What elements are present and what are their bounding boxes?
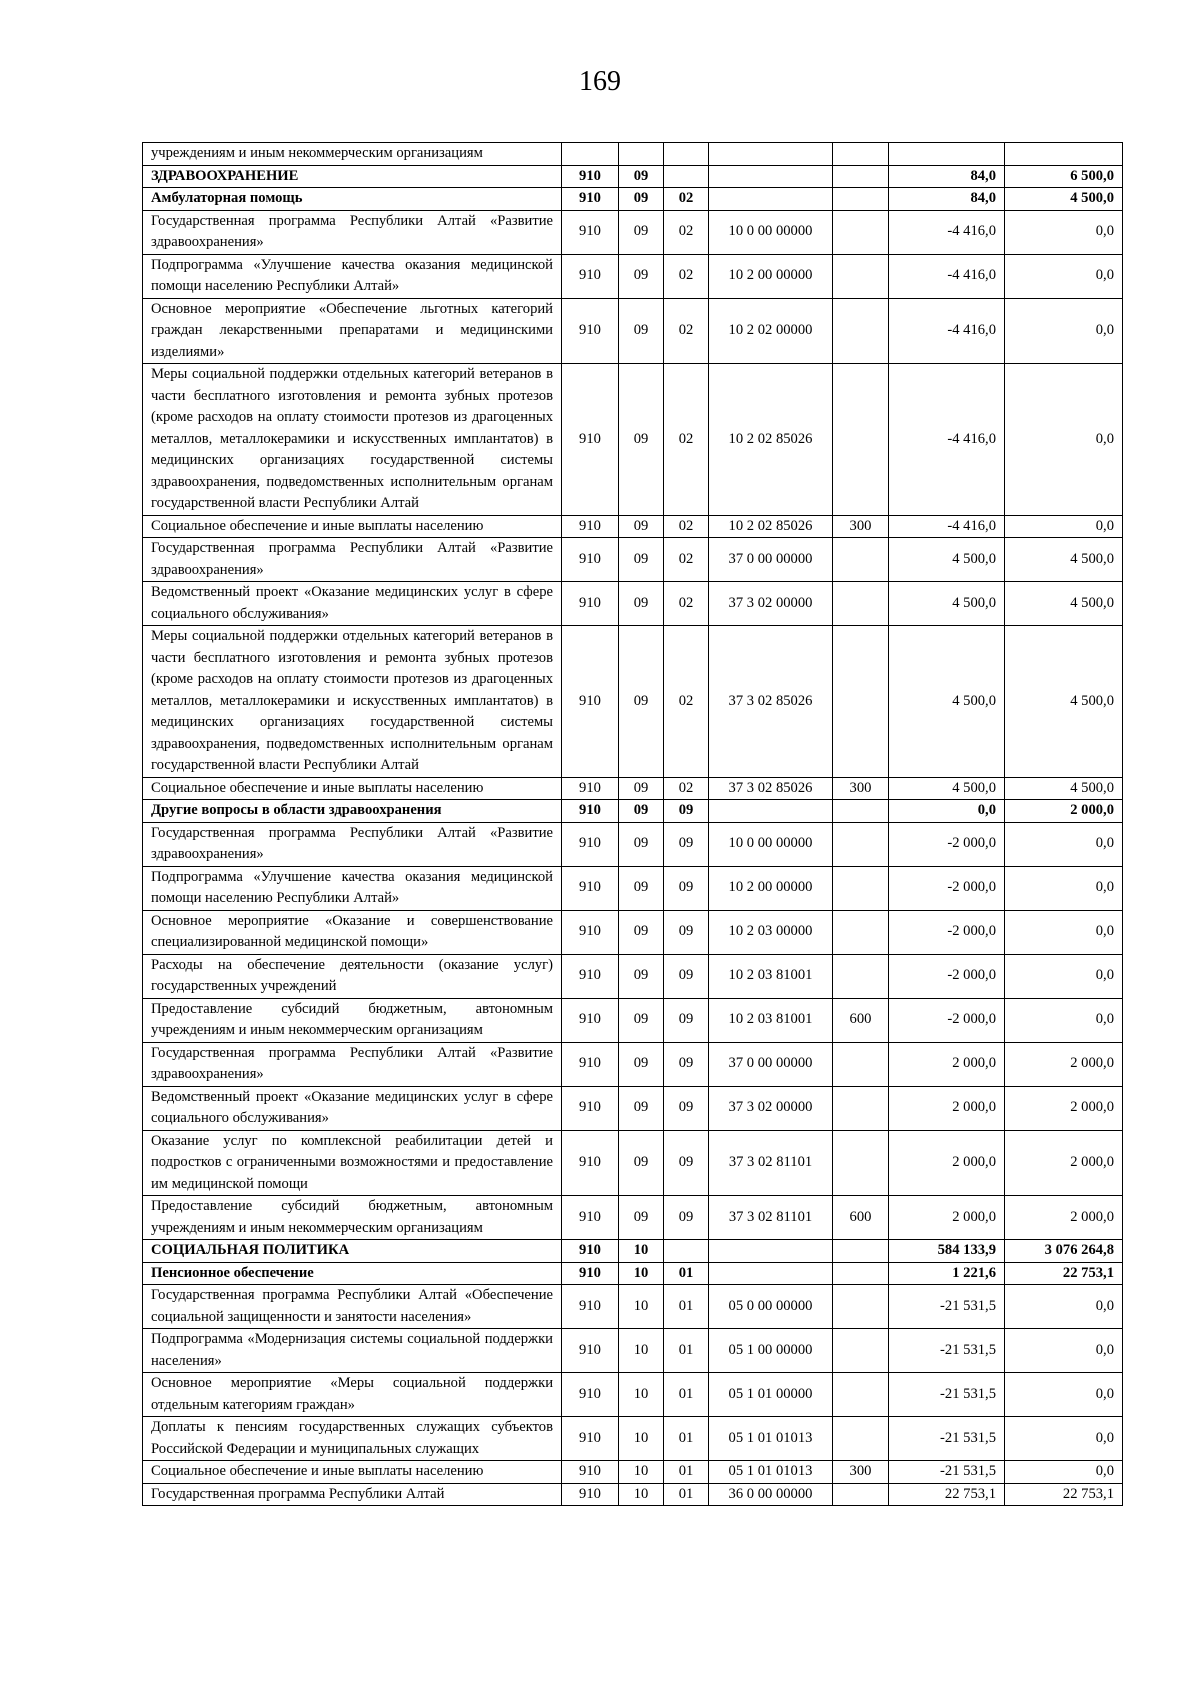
amount-first: -2 000,0 bbox=[889, 822, 1005, 866]
row-name: Социальное обеспечение и иные выплаты населению bbox=[143, 777, 562, 800]
expense-type bbox=[833, 364, 889, 516]
ministry-code: 910 bbox=[562, 1483, 619, 1506]
amount-first: -4 416,0 bbox=[889, 210, 1005, 254]
amount-second: 2 000,0 bbox=[1005, 1086, 1123, 1130]
table-row bbox=[143, 143, 1123, 166]
subsection-code: 01 bbox=[664, 1483, 709, 1506]
section-code: 09 bbox=[619, 626, 664, 778]
ministry-code: 910 bbox=[562, 1373, 619, 1417]
table-row bbox=[143, 777, 1123, 800]
amount-second: 2 000,0 bbox=[1005, 800, 1123, 823]
row-name: Предоставление субсидий бюджетным, автономным учреждениям и иным некоммерческим организациям bbox=[143, 998, 562, 1042]
ministry-code: 910 bbox=[562, 188, 619, 211]
subsection-code: 01 bbox=[664, 1329, 709, 1373]
section-code: 09 bbox=[619, 210, 664, 254]
amount-second: 0,0 bbox=[1005, 998, 1123, 1042]
amount-second: 22 753,1 bbox=[1005, 1262, 1123, 1285]
table-row bbox=[143, 1483, 1123, 1506]
expense-type bbox=[833, 1329, 889, 1373]
amount-first: 4 500,0 bbox=[889, 626, 1005, 778]
amount-first: 4 500,0 bbox=[889, 538, 1005, 582]
amount-first: -2 000,0 bbox=[889, 866, 1005, 910]
target-article: 36 0 00 00000 bbox=[709, 1483, 833, 1506]
section-code: 09 bbox=[619, 1196, 664, 1240]
amount-first: 84,0 bbox=[889, 188, 1005, 211]
amount-first: -21 531,5 bbox=[889, 1461, 1005, 1484]
section-code: 10 bbox=[619, 1461, 664, 1484]
subsection-code: 01 bbox=[664, 1285, 709, 1329]
table-row bbox=[143, 1461, 1123, 1484]
target-article: 37 3 02 00000 bbox=[709, 1086, 833, 1130]
row-name: Подпрограмма «Улучшение качества оказания медицинской помощи населению Республики Алтай» bbox=[143, 254, 562, 298]
ministry-code: 910 bbox=[562, 165, 619, 188]
amount-second: 0,0 bbox=[1005, 1373, 1123, 1417]
table-row bbox=[143, 298, 1123, 364]
table-row bbox=[143, 626, 1123, 778]
ministry-code: 910 bbox=[562, 910, 619, 954]
table-row bbox=[143, 1285, 1123, 1329]
row-name: Доплаты к пенсиям государственных служащих субъектов Российской Федерации и муниципальных служащих bbox=[143, 1417, 562, 1461]
table-row bbox=[143, 1240, 1123, 1263]
amount-second: 22 753,1 bbox=[1005, 1483, 1123, 1506]
amount-first: 1 221,6 bbox=[889, 1262, 1005, 1285]
section-code: 10 bbox=[619, 1417, 664, 1461]
amount-first: 22 753,1 bbox=[889, 1483, 1005, 1506]
amount-first: -4 416,0 bbox=[889, 364, 1005, 516]
table-row bbox=[143, 515, 1123, 538]
amount-first: 2 000,0 bbox=[889, 1130, 1005, 1196]
target-article: 10 2 00 00000 bbox=[709, 866, 833, 910]
table-row bbox=[143, 1373, 1123, 1417]
section-code: 09 bbox=[619, 298, 664, 364]
section-code: 09 bbox=[619, 165, 664, 188]
row-name: Социальное обеспечение и иные выплаты населению bbox=[143, 515, 562, 538]
expense-type bbox=[833, 254, 889, 298]
expense-type bbox=[833, 188, 889, 211]
target-article bbox=[709, 800, 833, 823]
amount-second: 0,0 bbox=[1005, 1285, 1123, 1329]
subsection-code: 01 bbox=[664, 1262, 709, 1285]
ministry-code: 910 bbox=[562, 777, 619, 800]
amount-first: 2 000,0 bbox=[889, 1042, 1005, 1086]
amount-first: 2 000,0 bbox=[889, 1086, 1005, 1130]
table-row bbox=[143, 1262, 1123, 1285]
amount-second: 0,0 bbox=[1005, 515, 1123, 538]
amount-first: -2 000,0 bbox=[889, 910, 1005, 954]
amount-second: 4 500,0 bbox=[1005, 626, 1123, 778]
row-name: Ведомственный проект «Оказание медицинских услуг в сфере социального обслуживания» bbox=[143, 1086, 562, 1130]
expense-type bbox=[833, 1285, 889, 1329]
section-code: 09 bbox=[619, 998, 664, 1042]
table-row bbox=[143, 1196, 1123, 1240]
amount-first: 0,0 bbox=[889, 800, 1005, 823]
row-name: Основное мероприятие «Оказание и совершенствование специализированной медицинской помощи» bbox=[143, 910, 562, 954]
row-name: Государственная программа Республики Алтай bbox=[143, 1483, 562, 1506]
row-name: СОЦИАЛЬНАЯ ПОЛИТИКА bbox=[143, 1240, 562, 1263]
table-row bbox=[143, 582, 1123, 626]
ministry-code: 910 bbox=[562, 364, 619, 516]
subsection-code: 02 bbox=[664, 188, 709, 211]
table-row bbox=[143, 866, 1123, 910]
target-article bbox=[709, 1240, 833, 1263]
subsection-code: 09 bbox=[664, 822, 709, 866]
ministry-code: 910 bbox=[562, 822, 619, 866]
section-code: 10 bbox=[619, 1329, 664, 1373]
row-name: Предоставление субсидий бюджетным, автономным учреждениям и иным некоммерческим организациям bbox=[143, 1196, 562, 1240]
ministry-code: 910 bbox=[562, 800, 619, 823]
amount-first: 4 500,0 bbox=[889, 777, 1005, 800]
expense-type bbox=[833, 1262, 889, 1285]
amount-first: -4 416,0 bbox=[889, 515, 1005, 538]
amount-first: 84,0 bbox=[889, 165, 1005, 188]
subsection-code: 09 bbox=[664, 954, 709, 998]
row-name: Основное мероприятие «Меры социальной поддержки отдельным категориям граждан» bbox=[143, 1373, 562, 1417]
ministry-code: 910 bbox=[562, 1240, 619, 1263]
section-code: 10 bbox=[619, 1373, 664, 1417]
target-article: 37 3 02 85026 bbox=[709, 626, 833, 778]
table-row bbox=[143, 1130, 1123, 1196]
ministry-code: 910 bbox=[562, 1329, 619, 1373]
row-name: Основное мероприятие «Обеспечение льготных категорий граждан лекарственными препаратами и медицинскими изделиями» bbox=[143, 298, 562, 364]
amount-first: 4 500,0 bbox=[889, 582, 1005, 626]
amount-second: 0,0 bbox=[1005, 298, 1123, 364]
budget-table bbox=[142, 142, 1123, 1506]
row-name: ЗДРАВООХРАНЕНИЕ bbox=[143, 165, 562, 188]
expense-type bbox=[833, 910, 889, 954]
ministry-code: 910 bbox=[562, 1130, 619, 1196]
expense-type: 300 bbox=[833, 1461, 889, 1484]
amount-first: -21 531,5 bbox=[889, 1373, 1005, 1417]
row-name: Социальное обеспечение и иные выплаты населению bbox=[143, 1461, 562, 1484]
section-code: 10 bbox=[619, 1483, 664, 1506]
row-name: Государственная программа Республики Алтай «Развитие здравоохранения» bbox=[143, 210, 562, 254]
amount-second: 0,0 bbox=[1005, 822, 1123, 866]
expense-type bbox=[833, 210, 889, 254]
target-article: 05 1 01 01013 bbox=[709, 1417, 833, 1461]
expense-type bbox=[833, 298, 889, 364]
table-row bbox=[143, 538, 1123, 582]
row-name: Государственная программа Республики Алтай «Обеспечение социальной защищенности и занятости населения» bbox=[143, 1285, 562, 1329]
expense-type: 600 bbox=[833, 998, 889, 1042]
target-article: 10 2 00 00000 bbox=[709, 254, 833, 298]
amount-first: 2 000,0 bbox=[889, 1196, 1005, 1240]
ministry-code: 910 bbox=[562, 626, 619, 778]
section-code: 09 bbox=[619, 538, 664, 582]
subsection-code: 09 bbox=[664, 998, 709, 1042]
amount-second: 4 500,0 bbox=[1005, 188, 1123, 211]
target-article: 10 2 02 85026 bbox=[709, 515, 833, 538]
amount-first bbox=[889, 143, 1005, 166]
section-code: 09 bbox=[619, 1086, 664, 1130]
subsection-code: 02 bbox=[664, 298, 709, 364]
expense-type bbox=[833, 538, 889, 582]
table-row bbox=[143, 188, 1123, 211]
subsection-code: 09 bbox=[664, 800, 709, 823]
subsection-code: 01 bbox=[664, 1417, 709, 1461]
table-row bbox=[143, 1329, 1123, 1373]
amount-first: -4 416,0 bbox=[889, 254, 1005, 298]
expense-type bbox=[833, 1240, 889, 1263]
ministry-code: 910 bbox=[562, 298, 619, 364]
table-row bbox=[143, 254, 1123, 298]
amount-second: 0,0 bbox=[1005, 210, 1123, 254]
row-name: Меры социальной поддержки отдельных категорий ветеранов в части бесплатного изготовления и ремонта зубных протезов (кроме расходов на оплату стоимости протезов из драгоценных металлов, металлокерамики и искусственных имплантатов) в медицинских организациях государственной системы здравоохранения, подведомственных исполнительным органам государственной власти Республики Алтай bbox=[143, 626, 562, 778]
amount-second: 2 000,0 bbox=[1005, 1196, 1123, 1240]
subsection-code: 02 bbox=[664, 210, 709, 254]
row-name: Пенсионное обеспечение bbox=[143, 1262, 562, 1285]
section-code: 09 bbox=[619, 866, 664, 910]
expense-type bbox=[833, 165, 889, 188]
row-name: Оказание услуг по комплексной реабилитации детей и подростков с ограниченными возможностями и предоставление им медицинской помощи bbox=[143, 1130, 562, 1196]
amount-first: 584 133,9 bbox=[889, 1240, 1005, 1263]
target-article: 10 0 00 00000 bbox=[709, 822, 833, 866]
subsection-code: 02 bbox=[664, 626, 709, 778]
table-row bbox=[143, 800, 1123, 823]
ministry-code: 910 bbox=[562, 954, 619, 998]
subsection-code: 09 bbox=[664, 1196, 709, 1240]
amount-first: -2 000,0 bbox=[889, 954, 1005, 998]
table-row bbox=[143, 210, 1123, 254]
expense-type bbox=[833, 1042, 889, 1086]
row-name: Ведомственный проект «Оказание медицинских услуг в сфере социального обслуживания» bbox=[143, 582, 562, 626]
table-row bbox=[143, 954, 1123, 998]
ministry-code: 910 bbox=[562, 582, 619, 626]
expense-type: 300 bbox=[833, 515, 889, 538]
ministry-code: 910 bbox=[562, 1417, 619, 1461]
target-article: 37 3 02 81101 bbox=[709, 1196, 833, 1240]
amount-first: -21 531,5 bbox=[889, 1417, 1005, 1461]
section-code: 09 bbox=[619, 822, 664, 866]
subsection-code bbox=[664, 143, 709, 166]
table-row bbox=[143, 1042, 1123, 1086]
amount-second: 0,0 bbox=[1005, 910, 1123, 954]
subsection-code: 02 bbox=[664, 777, 709, 800]
subsection-code bbox=[664, 1240, 709, 1263]
amount-second: 0,0 bbox=[1005, 954, 1123, 998]
ministry-code: 910 bbox=[562, 1262, 619, 1285]
subsection-code: 02 bbox=[664, 538, 709, 582]
subsection-code: 02 bbox=[664, 515, 709, 538]
amount-first: -4 416,0 bbox=[889, 298, 1005, 364]
expense-type bbox=[833, 143, 889, 166]
subsection-code: 09 bbox=[664, 866, 709, 910]
expense-type bbox=[833, 866, 889, 910]
ministry-code: 910 bbox=[562, 538, 619, 582]
subsection-code: 01 bbox=[664, 1373, 709, 1417]
section-code: 09 bbox=[619, 1042, 664, 1086]
subsection-code bbox=[664, 165, 709, 188]
amount-second: 0,0 bbox=[1005, 1417, 1123, 1461]
table-row bbox=[143, 998, 1123, 1042]
table-row bbox=[143, 165, 1123, 188]
target-article: 05 1 00 00000 bbox=[709, 1329, 833, 1373]
row-name: Государственная программа Республики Алтай «Развитие здравоохранения» bbox=[143, 822, 562, 866]
expense-type bbox=[833, 822, 889, 866]
target-article: 37 0 00 00000 bbox=[709, 1042, 833, 1086]
ministry-code bbox=[562, 143, 619, 166]
ministry-code: 910 bbox=[562, 1086, 619, 1130]
section-code: 09 bbox=[619, 954, 664, 998]
target-article: 10 0 00 00000 bbox=[709, 210, 833, 254]
section-code: 09 bbox=[619, 910, 664, 954]
expense-type bbox=[833, 1130, 889, 1196]
section-code: 10 bbox=[619, 1262, 664, 1285]
ministry-code: 910 bbox=[562, 515, 619, 538]
section-code: 09 bbox=[619, 777, 664, 800]
table-body bbox=[143, 143, 1123, 1506]
row-name: Государственная программа Республики Алтай «Развитие здравоохранения» bbox=[143, 1042, 562, 1086]
expense-type bbox=[833, 582, 889, 626]
expense-type bbox=[833, 800, 889, 823]
expense-type bbox=[833, 1483, 889, 1506]
ministry-code: 910 bbox=[562, 1285, 619, 1329]
subsection-code: 09 bbox=[664, 1130, 709, 1196]
target-article: 10 2 02 00000 bbox=[709, 298, 833, 364]
amount-second: 2 000,0 bbox=[1005, 1042, 1123, 1086]
amount-second: 4 500,0 bbox=[1005, 538, 1123, 582]
row-name: Подпрограмма «Модернизация системы социальной поддержки населения» bbox=[143, 1329, 562, 1373]
amount-second: 0,0 bbox=[1005, 1329, 1123, 1373]
subsection-code: 02 bbox=[664, 364, 709, 516]
target-article: 37 3 02 00000 bbox=[709, 582, 833, 626]
expense-type: 300 bbox=[833, 777, 889, 800]
amount-second bbox=[1005, 143, 1123, 166]
amount-second: 4 500,0 bbox=[1005, 582, 1123, 626]
row-name: Подпрограмма «Улучшение качества оказания медицинской помощи населению Республики Алтай» bbox=[143, 866, 562, 910]
target-article: 10 2 03 00000 bbox=[709, 910, 833, 954]
table-row bbox=[143, 822, 1123, 866]
subsection-code: 09 bbox=[664, 1086, 709, 1130]
ministry-code: 910 bbox=[562, 1196, 619, 1240]
target-article: 10 2 03 81001 bbox=[709, 998, 833, 1042]
expense-type bbox=[833, 1417, 889, 1461]
table-row bbox=[143, 1417, 1123, 1461]
target-article bbox=[709, 143, 833, 166]
table-row bbox=[143, 1086, 1123, 1130]
amount-second: 0,0 bbox=[1005, 364, 1123, 516]
target-article bbox=[709, 1262, 833, 1285]
expense-type bbox=[833, 1373, 889, 1417]
ministry-code: 910 bbox=[562, 254, 619, 298]
ministry-code: 910 bbox=[562, 866, 619, 910]
target-article: 05 0 00 00000 bbox=[709, 1285, 833, 1329]
target-article: 37 0 00 00000 bbox=[709, 538, 833, 582]
amount-second: 2 000,0 bbox=[1005, 1130, 1123, 1196]
expense-type: 600 bbox=[833, 1196, 889, 1240]
subsection-code: 01 bbox=[664, 1461, 709, 1484]
section-code bbox=[619, 143, 664, 166]
section-code: 09 bbox=[619, 188, 664, 211]
section-code: 09 bbox=[619, 1130, 664, 1196]
expense-type bbox=[833, 954, 889, 998]
target-article: 05 1 01 00000 bbox=[709, 1373, 833, 1417]
ministry-code: 910 bbox=[562, 1042, 619, 1086]
ministry-code: 910 bbox=[562, 998, 619, 1042]
subsection-code: 02 bbox=[664, 254, 709, 298]
table-row bbox=[143, 364, 1123, 516]
section-code: 10 bbox=[619, 1240, 664, 1263]
row-name: Государственная программа Республики Алтай «Развитие здравоохранения» bbox=[143, 538, 562, 582]
subsection-code: 09 bbox=[664, 1042, 709, 1086]
page-number: 169 bbox=[579, 66, 621, 97]
amount-first: -21 531,5 bbox=[889, 1329, 1005, 1373]
amount-second: 0,0 bbox=[1005, 1461, 1123, 1484]
row-name: Другие вопросы в области здравоохранения bbox=[143, 800, 562, 823]
amount-second: 3 076 264,8 bbox=[1005, 1240, 1123, 1263]
row-name: Расходы на обеспечение деятельности (оказание услуг) государственных учреждений bbox=[143, 954, 562, 998]
amount-first: -2 000,0 bbox=[889, 998, 1005, 1042]
subsection-code: 02 bbox=[664, 582, 709, 626]
target-article: 37 3 02 85026 bbox=[709, 777, 833, 800]
row-name: учреждениям и иным некоммерческим организациям bbox=[143, 143, 562, 166]
subsection-code: 09 bbox=[664, 910, 709, 954]
amount-second: 6 500,0 bbox=[1005, 165, 1123, 188]
ministry-code: 910 bbox=[562, 1461, 619, 1484]
row-name: Амбулаторная помощь bbox=[143, 188, 562, 211]
target-article bbox=[709, 165, 833, 188]
section-code: 10 bbox=[619, 1285, 664, 1329]
ministry-code: 910 bbox=[562, 210, 619, 254]
amount-second: 4 500,0 bbox=[1005, 777, 1123, 800]
section-code: 09 bbox=[619, 254, 664, 298]
target-article: 05 1 01 01013 bbox=[709, 1461, 833, 1484]
amount-second: 0,0 bbox=[1005, 254, 1123, 298]
section-code: 09 bbox=[619, 800, 664, 823]
section-code: 09 bbox=[619, 364, 664, 516]
amount-first: -21 531,5 bbox=[889, 1285, 1005, 1329]
table-row bbox=[143, 910, 1123, 954]
target-article: 10 2 02 85026 bbox=[709, 364, 833, 516]
row-name: Меры социальной поддержки отдельных категорий ветеранов в части бесплатного изготовления и ремонта зубных протезов (кроме расходов на оплату стоимости протезов из драгоценных металлов, металлокерамики и искусственных имплантатов) в медицинских организациях государственной системы здравоохранения, подведомственных исполнительным органам государственной власти Республики Алтай bbox=[143, 364, 562, 516]
target-article bbox=[709, 188, 833, 211]
expense-type bbox=[833, 626, 889, 778]
target-article: 37 3 02 81101 bbox=[709, 1130, 833, 1196]
expense-type bbox=[833, 1086, 889, 1130]
target-article: 10 2 03 81001 bbox=[709, 954, 833, 998]
section-code: 09 bbox=[619, 582, 664, 626]
section-code: 09 bbox=[619, 515, 664, 538]
amount-second: 0,0 bbox=[1005, 866, 1123, 910]
